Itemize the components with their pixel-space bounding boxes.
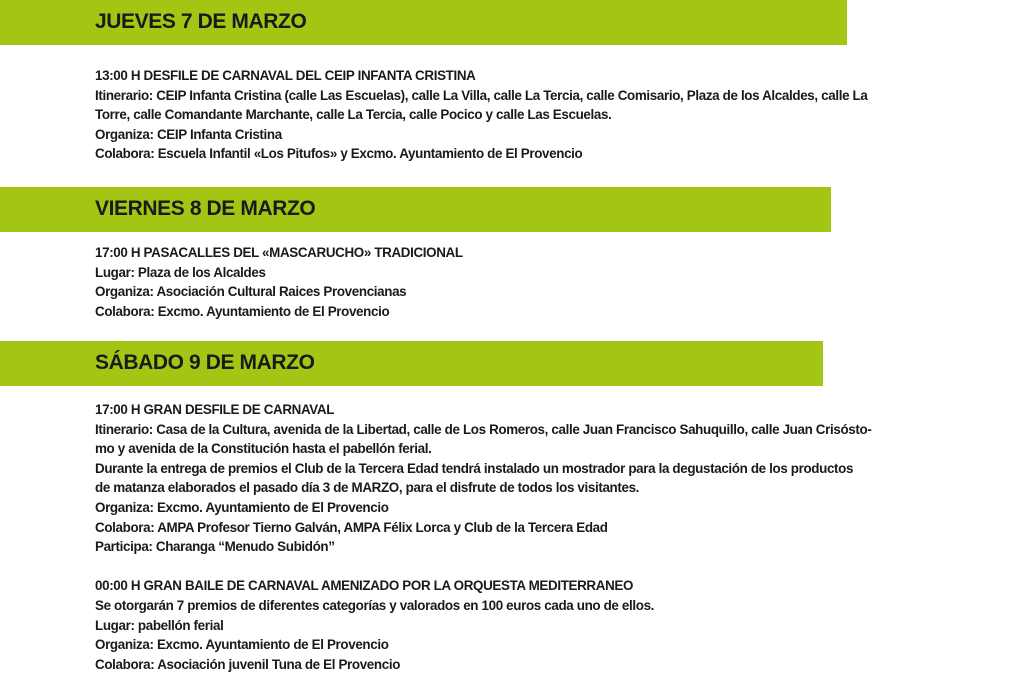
- day-title: VIERNES 8 DE MARZO: [95, 197, 316, 220]
- event-itinerary-cont: mo y avenida de la Constitución hasta el pabellón ferial.: [95, 441, 432, 457]
- event-collaborator: Colabora: Escuela Infantil «Los Pitufos» y Excmo. Ayuntamiento de El Provencio: [95, 146, 583, 162]
- event-title: 13:00 H DESFILE DE CARNAVAL DEL CEIP INFANTA CRISTINA: [95, 68, 476, 83]
- day-header-viernes: [0, 187, 831, 232]
- event-itinerary-cont: Torre, calle Comandante Marchante, calle La Tercia, calle Pocico y calle Las Escuelas.: [95, 107, 612, 123]
- day-header-jueves: [0, 0, 847, 45]
- event-title: 17:00 H PASACALLES DEL «MASCARUCHO» TRADICIONAL: [95, 245, 463, 260]
- event-organizer: Organiza: CEIP Infanta Cristina: [95, 126, 282, 142]
- event-prizes: Se otorgarán 7 premios de diferentes categorías y valorados en 100 euros cada uno de ellos.: [95, 597, 655, 613]
- event-collaborator: Colabora: AMPA Profesor Tierno Galván, AMPA Félix Lorca y Club de la Tercera Edad: [95, 519, 608, 535]
- event-title: 00:00 H GRAN BAILE DE CARNAVAL AMENIZADO POR LA ORQUESTA MEDITERRANEO: [95, 578, 634, 594]
- event-location: Lugar: Plaza de los Alcaldes: [95, 264, 266, 280]
- day-header-sabado: [0, 341, 823, 386]
- event-organizer: Organiza: Excmo. Ayuntamiento de El Provencio: [95, 499, 389, 515]
- event-itinerary: Itinerario: CEIP Infanta Cristina (calle Las Escuelas), calle La Villa, calle La Tercia, calle Comisario, Plaza de los Alcaldes, calle La: [95, 87, 868, 103]
- event-collaborator: Colabora: Asociación juvenil Tuna de El Provencio: [95, 656, 401, 672]
- event-location: Lugar: pabellón ferial: [95, 617, 224, 633]
- event-organizer: Organiza: Excmo. Ayuntamiento de El Provencio: [95, 637, 389, 653]
- day-title: JUEVES 7 DE MARZO: [95, 10, 307, 33]
- day-title: SÁBADO 9 DE MARZO: [95, 351, 315, 374]
- event-pasacalles: [95, 243, 463, 321]
- event-note-cont: de matanza elaborados el pasado día 3 de MARZO, para el disfrute de todos los visitantes.: [95, 480, 640, 496]
- event-title: 17:00 H GRAN DESFILE DE CARNAVAL: [95, 402, 335, 417]
- event-collaborator: Colabora: Excmo. Ayuntamiento de El Provencio: [95, 303, 390, 319]
- event-participant: Participa: Charanga “Menudo Subidón”: [95, 539, 335, 555]
- event-itinerary: Itinerario: Casa de la Cultura, avenida de la Libertad, calle de Los Romeros, calle Juan Francisco Sahuquillo, calle Juan Crisósto-: [95, 421, 872, 437]
- event-gran-desfile: [95, 400, 871, 674]
- event-desfile-ceip: [95, 66, 867, 164]
- event-organizer: Organiza: Asociación Cultural Raices Provencianas: [95, 284, 407, 300]
- event-note: Durante la entrega de premios el Club de la Tercera Edad tendrá instalado un mostrador para la degustación de los productos: [95, 460, 854, 476]
